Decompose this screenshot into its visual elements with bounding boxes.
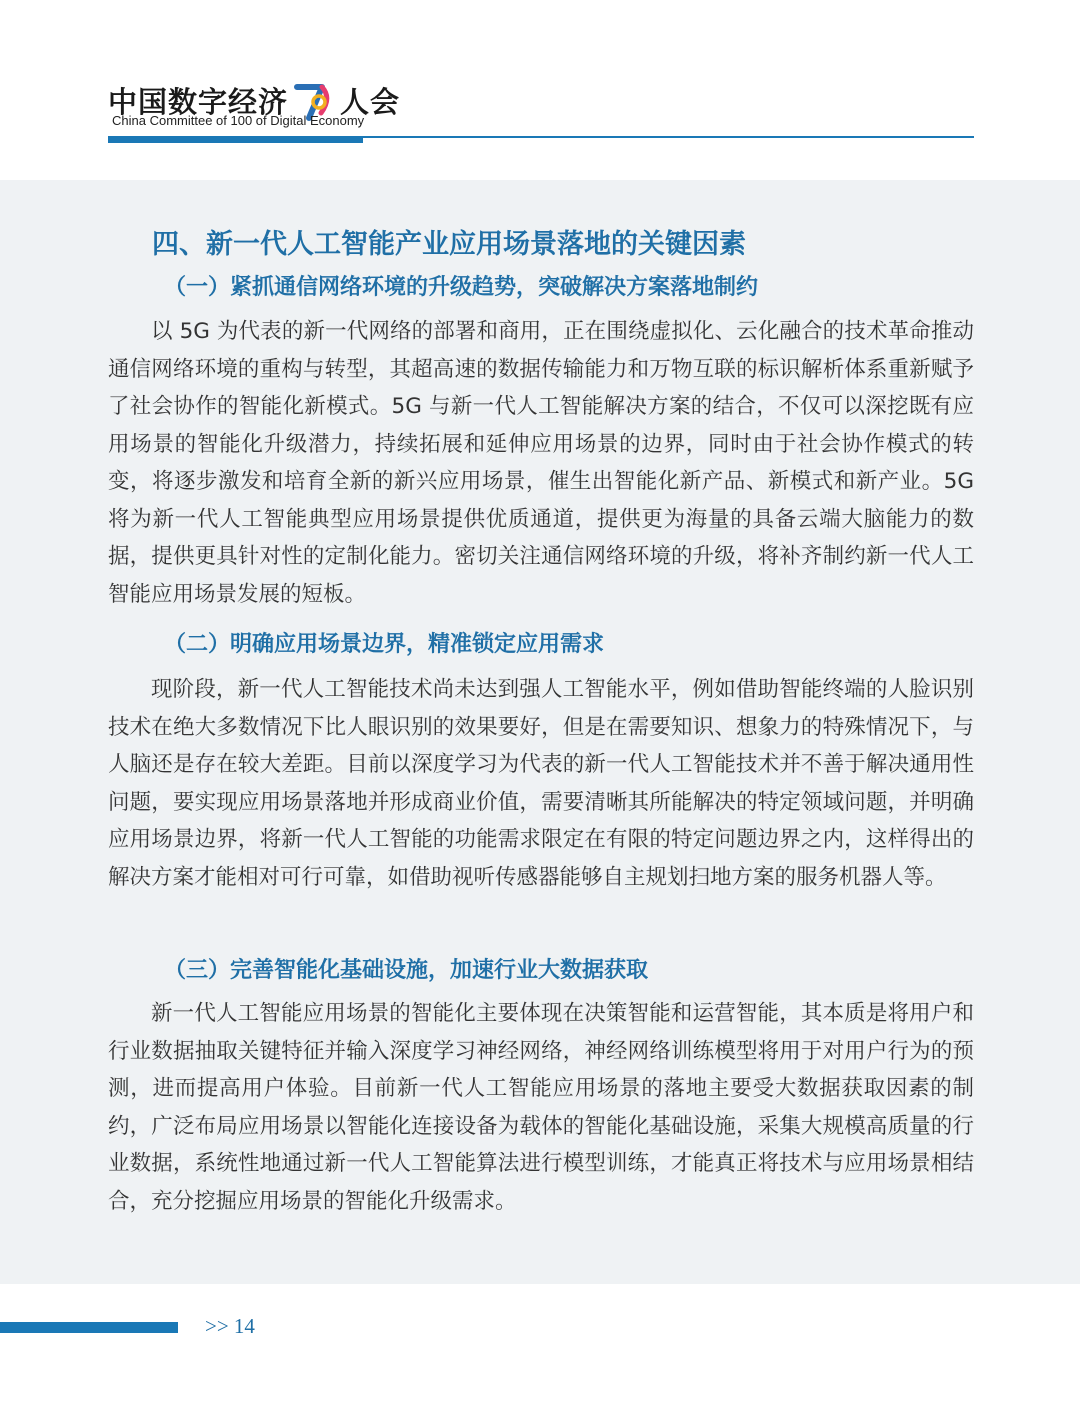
header-accent-bar — [108, 136, 363, 143]
page-number: >> 14 — [205, 1314, 255, 1338]
org-name-right: 人会 — [340, 84, 401, 119]
subsection-paragraph-2: 现阶段，新一代人工智能技术尚未达到强人工智能水平，例如借助智能终端的人脸识别技术在绝大多数情况下比人眼识别的效果要好，但是在需要知识、想象力的特殊情况下，与人脑还是存在较大差距。目前以深度学习为代表的新一代人工智能技术并不善于解决通用性问题，要实现应用场景落地并形成商业价值，需要清晰其所能解决的特定领域问题，并明确应用场景边界，将新一代人工智能的功能需求限定在有限的特定问题边界之内，这样得出的解决方案才能相对可行可靠，如借助视听传感器能够自主规划扫地方案的服务机器人等。 — [108, 677, 974, 890]
subsection-title-2: （二）明确应用场景边界，精准锁定应用需求 — [164, 632, 605, 657]
subsection-paragraph-1: 以 5G 为代表的新一代网络的部署和商用，正在围绕虚拟化、云化融合的技术革命推动通信网络环境的重构与转型，其超高速的数据传输能力和万物互联的标识解析体系重新赋予了社会协作的智能化新模式。5G 与新一代人工智能解决方案的结合，不仅可以深挖既有应用场景的智能化升级潜力，持续拓展和延伸应用场景的边界，同时由于社会协作模式的转变，将逐步激发和培育全新的新兴应用场景，催生出智能化新产品、新模式和新产业。5G 将为新一代人工智能典型应用场景提供优质通道，提供更为海量的具备云端大脑能力的数据，提供更具针对性的定制化能力。密切关注通信网络环境的升级，将补齐制约新一代人工智能应用场景发展的短板。 — [108, 319, 974, 607]
footer-accent-bar — [0, 1322, 178, 1333]
subsection-title-1: （一）紧抓通信网络环境的升级趋势，突破解决方案落地制约 — [164, 275, 759, 300]
subsection-title-3: （三）完善智能化基础设施，加速行业大数据获取 — [164, 958, 649, 983]
org-name-en: China Committee of 100 of Digital Economy — [112, 113, 365, 128]
section-title: 四、新一代人工智能产业应用场景落地的关键因素 — [152, 229, 746, 260]
page-header — [0, 0, 1080, 180]
org-name-left: 中国数字经济 — [108, 84, 289, 119]
subsection-paragraph-3: 新一代人工智能应用场景的智能化主要体现在决策智能和运营智能，其本质是将用户和行业数据抽取关键特征并输入深度学习神经网络，神经网络训练模型将用于对用户行为的预测，进而提高用户体验。目前新一代人工智能应用场景的落地主要受大数据获取因素的制约，广泛布局应用场景以智能化连接设备为载体的智能化基础设施，采集大规模高质量的行业数据，系统性地通过新一代人工智能算法进行模型训练，才能真正将技术与应用场景相结合，充分挖掘应用场景的智能化升级需求。 — [108, 1001, 974, 1214]
